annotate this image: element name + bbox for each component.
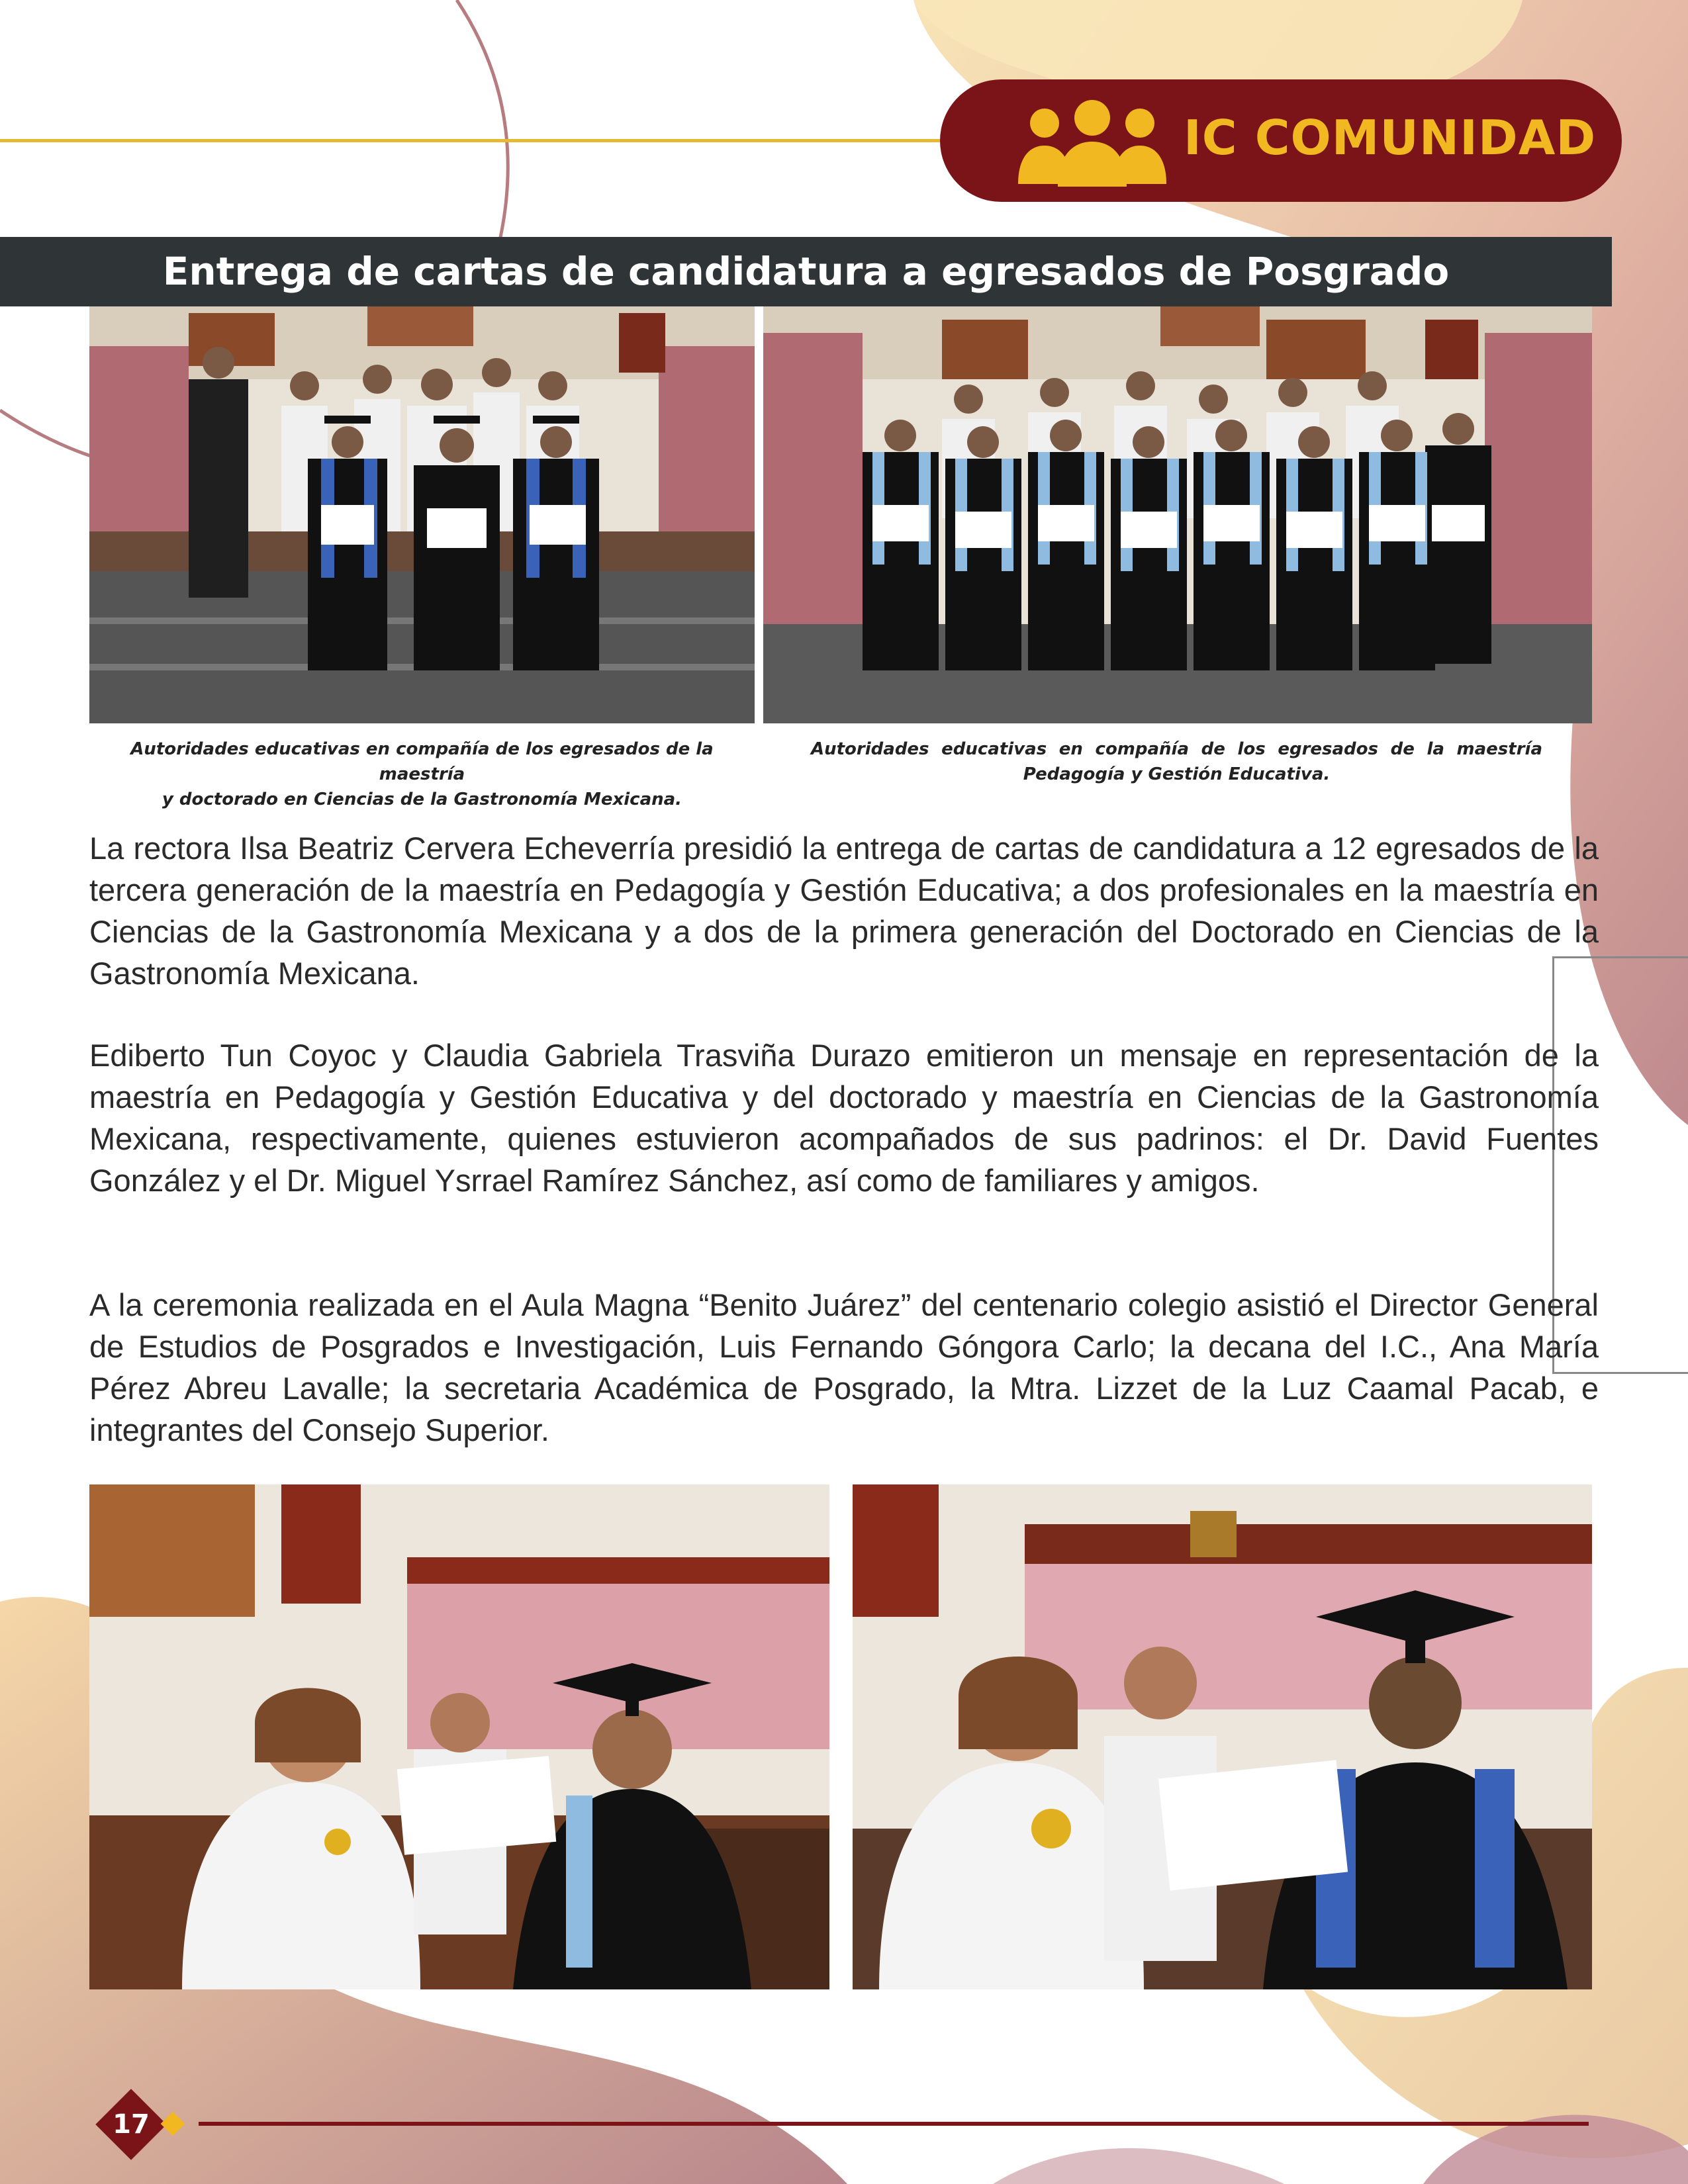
section-label: IC COMUNIDAD [1184,110,1597,165]
title-bar [0,237,1612,306]
certificate-handover-icon [853,1484,1592,1989]
caption-right [811,737,1542,787]
photo-graduates-pedagogia [763,306,1592,723]
paragraph-3: A la ceremonia realizada en el Aula Magna “Benito Juárez” del centenario colegio asistió el Director General de Estudios de Posgrados e Investigación, Luis Fernando Góngora Carlo; la decana del I.C., Ana María Pérez Abreu Lavalle; la secretaria Académica de Posgrado, la Mtra. Lizzet de la Luz Caamal Pacab, e integrantes del Consejo Superior. [89,1287,1599,1447]
photo-certificate-handover-1 [89,1484,829,1989]
page-number: 17 [113,2109,150,2140]
footer-rule [199,2122,1589,2126]
paragraph-1: La rectora Ilsa Beatriz Cervera Echeverría presidió la entrega de cartas de candidatura a 12 egresados de la tercera generación de la maestría en Pedagogía y Gestión Educativa; a dos profesionales en la maestría en Ciencias de la Gastronomía Mexicana y a dos de la primera generación del Doctorado en Ciencias de la Gastronomía Mexicana. [89,831,1599,991]
caption-right-line2: Pedagogía y Gestión Educativa. [1023,764,1331,784]
section-badge [940,79,1622,202]
page-title: Entrega de cartas de candidatura a egresados de Posgrado [162,249,1450,294]
certificate-handover-icon [89,1484,829,1989]
caption-left [89,737,755,812]
group-photo-icon [763,306,1592,723]
page-number-badge [98,2091,164,2158]
photo-certificate-handover-2 [853,1484,1592,1989]
paragraph-2: Ediberto Tun Coyoc y Claudia Gabriela Trasviña Durazo emitieron un mensaje en representación de la maestría en Pedagogía y Gestión Educativa y del doctorado y maestría en Ciencias de la Gastronomía Mexicana, respectivamente, quienes estuvieron acompañados de sus padrinos: el Dr. David Fuentes González y el Dr. Miguel Ysrrael Ramírez Sánchez, así como de familiares y amigos. [89,1038,1599,1198]
caption-left-line2: y doctorado en Ciencias de la Gastronomía Mexicana. [162,790,682,809]
caption-left-line1: Autoridades educativas en compañía de los egresados de la maestría [130,739,714,784]
caption-right-line1: Autoridades educativas en compañía de los egresados de la maestría [811,739,1542,759]
photo-graduates-gastronomia [89,306,755,723]
people-group-icon [1013,98,1172,191]
group-photo-icon [89,306,755,723]
header-rule [0,139,953,142]
